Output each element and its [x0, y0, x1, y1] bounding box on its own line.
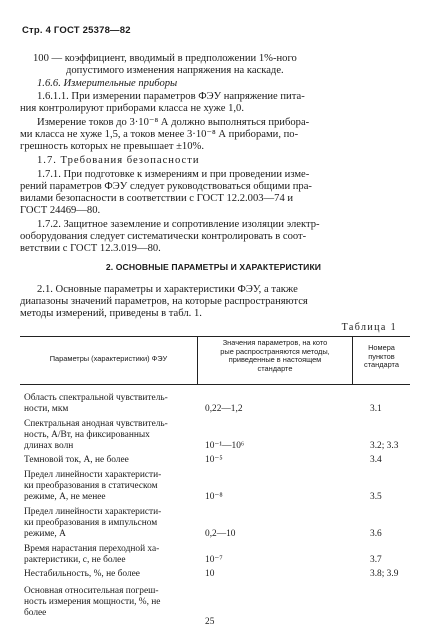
table-cell-parameter: ность, А/Вт, на фиксированных	[24, 430, 150, 440]
table-cell-parameter: длинах волн	[24, 441, 74, 451]
table-cell-value: 10⁻¹—10⁶	[205, 441, 245, 451]
subsection-title: 1.6.6. Измерительные приборы	[37, 78, 178, 89]
table-cell-parameter: Темновой ток, А, не более	[24, 455, 129, 465]
table-cell-parameter: ки преобразования в импульсном	[24, 518, 158, 528]
table-cell-parameter: Предел линейности характеристи-	[24, 507, 162, 517]
table-cell-parameter: ки преобразования в статическом	[24, 481, 158, 491]
table-cell-items: 3.4	[370, 455, 382, 465]
table-caption: Таблица 1	[341, 322, 397, 333]
table-header-values: Значения параметров, на кото рые распространяются методы, приведенные в настоящем стандарте	[220, 338, 330, 373]
table-cell-parameter: более	[24, 608, 47, 618]
paragraph-line: методы измерений, приведены в табл. 1.	[20, 308, 202, 319]
table-cell-parameter: Основная относительная погреш-	[24, 586, 159, 596]
paragraph-line: 1.7.2. Защитное заземление и сопротивление изоляции электр-	[37, 219, 320, 230]
table-cell-value: 25	[205, 617, 215, 627]
table-cell-value: 10⁻⁸	[205, 492, 223, 502]
table-cell-parameter: ности, мкм	[24, 404, 69, 414]
section-heading: 2. ОСНОВНЫЕ ПАРАМЕТРЫ И ХАРАКТЕРИСТИКИ	[105, 262, 322, 272]
paragraph-line: ооборудования следует систематически контролировать в соот-	[20, 231, 307, 242]
table-cell-value: 0,22—1,2	[205, 404, 243, 414]
paragraph-line: ГОСТ 24469—80.	[20, 205, 101, 216]
table-cell-items: 3.2; 3.3	[370, 441, 399, 451]
formula-explanation-line: 100 — коэффициент, вводимый в предположении 1%-ного	[33, 53, 297, 64]
formula-explanation-line: допустимого изменения напряжения на каскаде.	[66, 65, 284, 76]
table-cell-parameter: режиме, А	[24, 529, 66, 539]
table-cell-items: 3.6	[370, 529, 382, 539]
table-cell-value: 10⁻⁷	[205, 555, 223, 565]
table-cell-items: 3.7	[370, 555, 382, 565]
paragraph-line: 2.1. Основные параметры и характеристики ФЭУ, а также	[37, 284, 298, 295]
paragraph-line: 1.6.1.1. При измерении параметров ФЭУ напряжение пита-	[37, 91, 305, 102]
subsection-title: 1.7. Требования безопасности	[37, 155, 200, 166]
table-cell-parameter: ность измерения мощности, %, не	[24, 597, 161, 607]
table-cell-items: 3.5	[370, 492, 382, 502]
paragraph-line: 1.7.1. При подготовке к измерениям и при проведении изме-	[37, 169, 310, 180]
table-cell-items: 3.8; 3.9	[370, 569, 399, 579]
paragraph-line: ния контролируют приборами класса не хуже 1,0.	[20, 103, 244, 114]
page-header: Стр. 4 ГОСТ 25378—82	[22, 25, 131, 36]
paragraph-line: рений параметров ФЭУ следует руководствоваться общими пра-	[20, 181, 312, 192]
table-cell-value: 0,2—10	[205, 529, 236, 539]
paragraph-line: диапазоны значений параметров, на которые распространяются	[20, 296, 308, 307]
table-cell-parameter: Область спектральной чувствитель-	[24, 393, 168, 403]
table-cell-parameter: Спектральная анодная чувствитель-	[24, 419, 168, 429]
table-cell-parameter: рактеристики, с, не более	[24, 555, 126, 565]
table-cell-parameter: режиме, А, не менее	[24, 492, 106, 502]
table-cell-parameter: Предел линейности характеристи-	[24, 470, 162, 480]
paragraph-line: Измерение токов до 3·10⁻⁸ А должно выполняться прибора-	[37, 117, 310, 128]
table-cell-parameter: Нестабильность, %, не более	[24, 569, 140, 579]
paragraph-line: вилами безопасности в соответствии с ГОСТ 12.2.003—74 и	[20, 193, 294, 204]
paragraph-line: грешность которых не превышает ±10%.	[20, 141, 204, 152]
paragraph-line: ветствии с ГОСТ 12.3.019—80.	[20, 243, 161, 254]
table-header-items: Номера пунктов стандарта	[364, 343, 399, 370]
table-cell-value: 10	[205, 569, 215, 579]
table-cell-items: 3.1	[370, 404, 382, 414]
paragraph-line: ми класса не хуже 1,5, а токов менее 3·10⁻⁸ А приборами, по-	[20, 129, 299, 140]
table-header-rule	[20, 384, 410, 385]
table-header-parameters: Параметры (характеристики) ФЭУ	[49, 354, 168, 363]
table-cell-parameter: Время нарастания переходной ха-	[24, 544, 160, 554]
table-cell-value: 10⁻⁵	[205, 455, 223, 465]
